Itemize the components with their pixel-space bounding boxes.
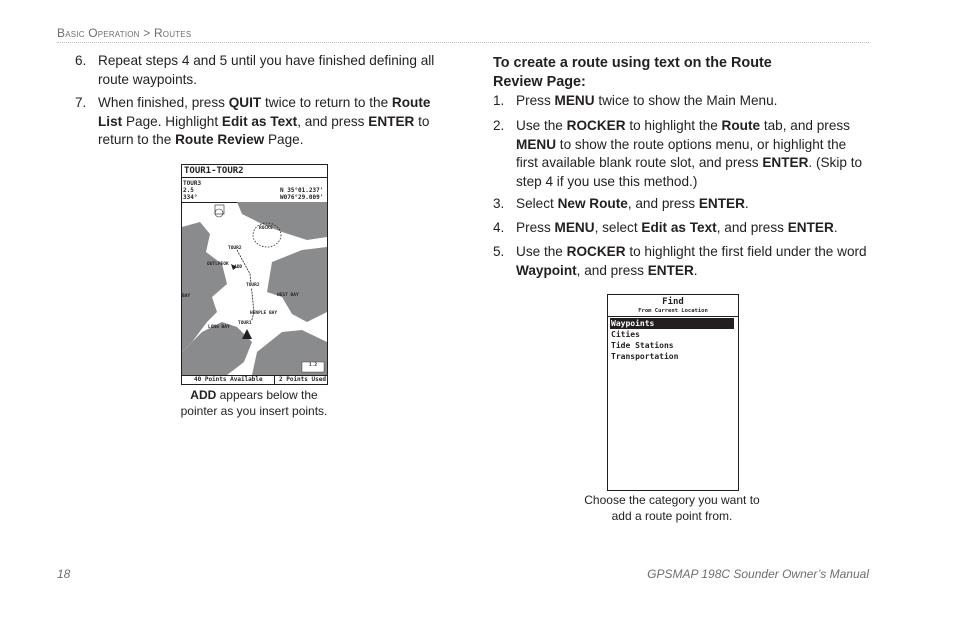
map-caption: [168, 387, 340, 419]
page-number: 18: [57, 567, 71, 581]
bold-term: ENTER: [698, 196, 745, 211]
bold-term: ENTER: [762, 155, 809, 170]
gps-find-screenshot: [607, 294, 739, 491]
caption-line1: appears below the: [216, 388, 318, 402]
map-scale: 1.2: [309, 363, 318, 368]
find-subtitle: From Current Location: [638, 308, 708, 314]
map-label-rocks: ROCKS: [259, 226, 273, 231]
bold-term: MENU: [516, 136, 557, 152]
find-caption-line2: add a route point from.: [611, 509, 733, 523]
caption-add-bold: ADD: [190, 388, 217, 402]
step-text: Use the ROCKER to highlight the Route tab, and press MENU to show the route options menu, or highlight the first available blank route slot, and press ENTER. (Skip to step 4 if you use this method.): [516, 118, 863, 189]
step-text: Select New Route, and press ENTER.: [516, 196, 749, 211]
step-text: When finished, press QUIT twice to return to the Route List Page. Highlight Edit as Text, and press ENTER to return to the Route Review Page.: [98, 95, 431, 147]
find-caption: [570, 492, 774, 524]
bold-term: QUIT: [228, 95, 262, 110]
caption-line2: pointer as you insert points.: [180, 404, 328, 418]
bold-term: MENU: [554, 93, 595, 108]
step-number: 2.: [493, 118, 505, 133]
gps-map-screenshot: [181, 164, 328, 385]
bold-term: Edit as Text: [221, 113, 298, 129]
bold-term: New Route: [557, 196, 628, 211]
step-text: Press MENU, select Edit as Text, and press ENTER.: [516, 220, 838, 235]
breadcrumb-separator: >: [139, 26, 154, 40]
find-caption-line1: Choose the category you want to: [584, 493, 760, 507]
step-number: 3.: [493, 196, 505, 211]
bold-term: MENU: [554, 220, 595, 235]
step-number: 1.: [493, 93, 505, 108]
find-category-item[interactable]: Tide Stations: [611, 341, 674, 350]
bold-term: Edit as Text: [641, 220, 717, 235]
map-label-add: ADD: [234, 265, 243, 270]
distance-value: 2.5: [183, 187, 194, 194]
longitude-value: W076°29.009': [280, 194, 324, 201]
find-category-list: [610, 318, 734, 362]
find-category-item[interactable]: Cities: [611, 330, 640, 339]
step-text: Press MENU twice to show the Main Menu.: [516, 93, 778, 108]
step-number: 6.: [75, 53, 87, 68]
bold-term: Waypoint: [516, 262, 577, 278]
map-label-long-bay: LONG BAY: [208, 325, 230, 330]
header-divider: [57, 42, 869, 43]
latitude-value: N 35°01.237': [280, 187, 324, 194]
nautical-map[interactable]: [182, 202, 327, 375]
bold-term: ROCKER: [566, 118, 626, 133]
step-number: 5.: [493, 244, 505, 259]
step-text: Use the ROCKER to highlight the first field under the word Waypoint, and press ENTER.: [516, 244, 867, 278]
map-label-tour2b: TOUR2: [246, 283, 260, 288]
map-label-outlpeok: OUTLPEOK: [207, 262, 229, 267]
bold-term: ROCKER: [566, 244, 626, 259]
breadcrumb: [57, 26, 191, 40]
step-number: 4.: [493, 220, 505, 235]
map-label-tour1: TOUR1: [238, 321, 252, 326]
find-title: Find: [662, 297, 684, 307]
map-label-west-bay: WEST BAY: [277, 293, 299, 298]
map-label-tour2: TOUR2: [228, 246, 242, 251]
section-heading: [493, 54, 813, 92]
heading-line2: Review Page:: [493, 74, 586, 90]
map-label-henple-bay: HENPLE BAY: [250, 311, 278, 316]
bold-term: ENTER: [787, 220, 834, 235]
map-label-bay: BAY: [182, 294, 191, 299]
bold-term: Route: [721, 118, 761, 133]
map-title: TOUR1-TOUR2: [184, 166, 244, 176]
bold-term: Route List: [98, 95, 431, 129]
bold-term: ENTER: [368, 113, 415, 129]
bold-term: ENTER: [647, 262, 694, 278]
waypoint-name: TOUR3: [183, 180, 202, 187]
find-category-item[interactable]: Transportation: [611, 352, 679, 361]
points-used-status: 2 Points Used: [279, 376, 326, 383]
find-category-item[interactable]: Waypoints: [610, 318, 734, 329]
bold-term: Route Review: [175, 132, 265, 147]
step-number: 7.: [75, 95, 87, 110]
breadcrumb-section[interactable]: Basic Operation: [57, 26, 140, 40]
points-available-status: 40 Points Available: [194, 376, 263, 383]
breadcrumb-page[interactable]: Routes: [153, 26, 192, 40]
bearing-value: 334°: [183, 194, 198, 201]
heading-line1: To create a route using text on the Route: [493, 55, 772, 71]
manual-title: GPSMAP 198C Sounder Owner’s Manual: [647, 567, 869, 581]
step-text: Repeat steps 4 and 5 until you have finished defining all route waypoints.: [98, 53, 435, 87]
